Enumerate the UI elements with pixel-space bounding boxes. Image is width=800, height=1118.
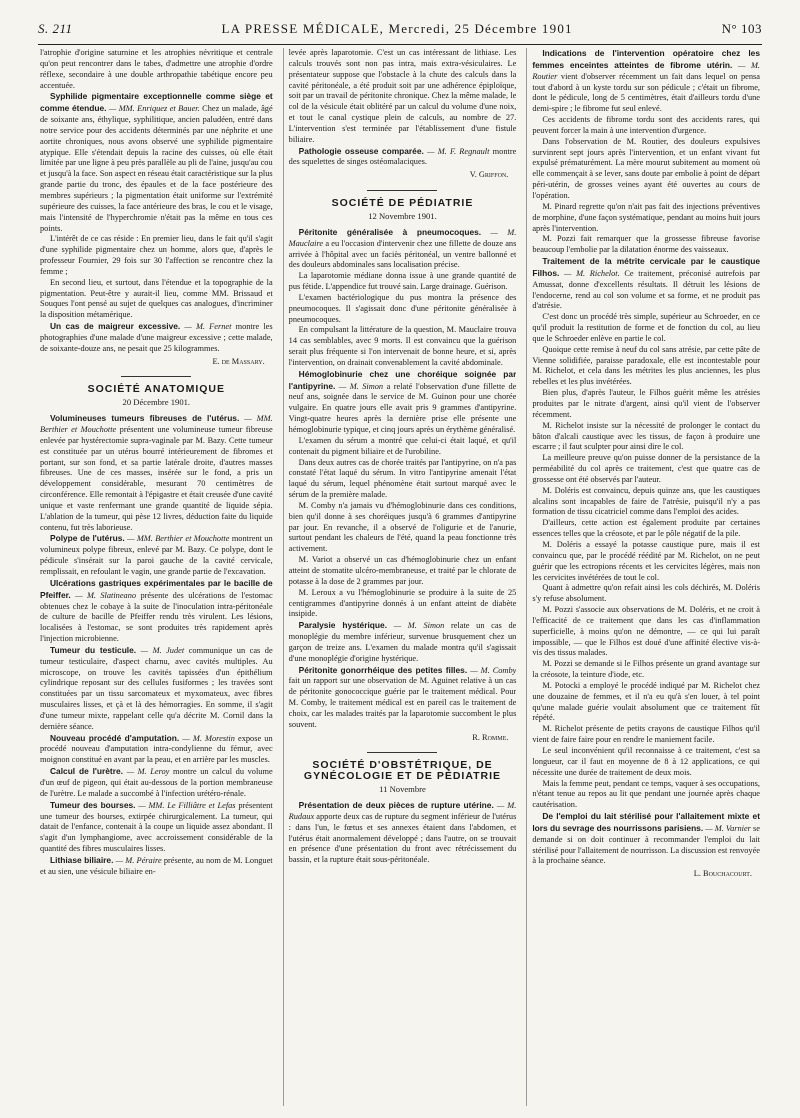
column-1 — [40, 48, 273, 1106]
paragraph: M. Pinard regrette qu'on n'ait pas fait des injections préventives de morphine, d'une façon systématique, pendant au moins huit jours après l'intervention. — [532, 201, 760, 233]
article-entry — [40, 766, 273, 800]
column-2 — [283, 48, 517, 1106]
article-text: a relaté l'observation d'une fillette de neuf ans, soignée dans le service de M. Guinon pour une chorée vulgaire. En quatre jours elle avait pris 9 grammes d'antipyrine. Vingt-quatre heures après la dernière prise elle présente une hémoglobinurie typique, et cinq jours après un érythème généralisé. — [288, 381, 517, 434]
article-text: montre les photographies d'une malade d'une maigreur excessive ; cette malade, de soixante-douze ans, ne pesait que 25 kilogrammes. — [40, 322, 273, 353]
section-divider — [367, 752, 437, 753]
article-text: a eu l'occasion d'intervenir chez une fillette de douze ans arrivée à l'hôpital avec un faciès péritonéal, un ventre ballonné et des douleurs abdominales sans localisation précise. — [288, 238, 517, 270]
article-text: relate un cas de monoplégie du membre inférieur, survenue brusquement chez un garçon de treize ans. L'examen du malade montra qu'il s'agissait d'une monoplégie d'origine hystérique. — [288, 621, 517, 663]
section-title: SOCIÉTÉ ANATOMIQUE — [87, 383, 226, 396]
journal-title: LA PRESSE MÉDICALE, Mercredi, 25 Décembre 1901 — [221, 21, 573, 36]
signature: V. Griffon. — [469, 170, 509, 180]
article-authors: — M. Slatineano — [75, 590, 137, 600]
article-entry — [532, 256, 760, 312]
page-header — [38, 14, 762, 45]
article-text: montre des squelettes de singes ostéomalaciques. — [288, 146, 517, 167]
article-authors: — M. Morestin — [182, 733, 235, 743]
article-title: Volumineuses tumeurs fibreuses de l'utérus. — [50, 413, 240, 424]
paragraph: Ces accidents de fibrome tordu sont des accidents rares, qui peuvent forcer la main à une intervention d'urgence. — [532, 115, 760, 135]
column-3 — [526, 48, 760, 1106]
paragraph: M. Richelot présente de petits crayons de caustique Filhos qu'il vient de faire faire pour en rendre le maniement facile. — [532, 724, 760, 745]
signature: L. Bouchacourt. — [693, 869, 752, 879]
article-text: Chez un malade, âgé de soixante ans, éthylique, syphilitique, ancien paludéen, entré dans notre service pour des accidents déterminés par une néphrite et une aortite chroniques, nous avons observé une syphilide pigmentaire atypique. Elle s'étendait depuis la racine des cuisses, où elle était limitée par une ligne à peu près parallèle au pli de l'aine, jusqu'au cou et jusqu'à la face. Son aspect en réseau était caractéristique sur la plus grande partie du tronc, des épaules et de la face postérieure des membres supérieurs ; la pigmentation était uniforme sur l'extrémité supérieure des cuisses, la face antérieure des bras, le cou et le visage, mais l'intensité de l'hyperchromie n'était pas la même en tous ces points. — [40, 104, 273, 233]
paragraph: l'atrophie d'origine saturnine et les atrophies névritique et centrale qu'on peut rencontrer dans le tabes, d'admettre une atrophie d'ordre réflexe, secondaire à une double arthropathie tabétique encore peu accentuée. — [40, 48, 273, 90]
article-text: montrent un volumineux polype fibreux, enlevé par M. Bazy. Ce polype, dont le pédicule s'insérait sur la paroi gauche de la cavité cervicale, remplissait, en refoulant le vagin, une grande partie de l'excavation. — [40, 534, 273, 576]
paragraph: Le seul inconvénient qu'il reconnaisse à ce traitement, c'est sa longueur, car il faut en moyenne de 8 à 12 applications, ce qui nécessite une durée de traitement de deux mois. — [532, 746, 760, 777]
paragraph: M. Pozzi fait remarquer que la grossesse fibreuse favorise beaucoup l'embolie par la dilatation énorme des vaisseaux. — [532, 234, 760, 255]
article-title: Traitement de la métrite cervicale par le caustique Filhos. — [532, 256, 760, 278]
article-title: De l'emploi du lait stérilisé pour l'allaitement mixte et lors du sevrage des nourrissons parisiens. — [532, 811, 760, 833]
article-authors: — M. Rudaux — [288, 801, 517, 821]
article-title: Indications de l'intervention opératoire chez les femmes enceintes atteintes de fibrome utérin. — [532, 48, 760, 70]
article-entry — [40, 645, 273, 733]
article-text: se demande si on doit continuer à recommander l'emploi du lait stérilisé pour l'allaitement de nourrisson. La discussion est renvoyée à la prochaine séance. — [532, 823, 760, 866]
section-title: SOCIÉTÉ D'OBSTÉTRIQUE, DE GYNÉCOLOGIE ET DE PÉDIATRIE — [303, 759, 502, 783]
paragraph: Bien plus, d'après l'auteur, le Filhos guérit même les atrésies produites par le nitrate d'argent, ainsi qu'il vient de l'observer récemment. — [532, 388, 760, 419]
article-title: Pathologie osseuse comparée. — [298, 145, 424, 156]
article-entry — [40, 91, 273, 234]
article-title: Nouveau procédé d'amputation. — [50, 732, 180, 743]
article-text: présentent une tumeur des bourses, extirpée chirurgicalement. La tumeur, qui datait de l'enfance, contenait à la coupe un liquide assez abondant. Il s'agit d'un lymphangiome, avec accroissement considérable de la quantité des fibres musculaires lisses. — [40, 800, 273, 854]
paragraph: En second lieu, et surtout, dans l'étendue et la topographie de la pigmentation. Peut-être y aurait-il lieu, comme MM. Brissaud et Souques l'ont pensé au sujet de quelques cas analogues, d'incriminer la disposition métamérique. — [40, 277, 273, 320]
article-entry — [289, 620, 517, 664]
article-entry — [40, 733, 273, 767]
article-entry — [40, 413, 273, 533]
article-authors: — M. Varnier — [705, 823, 751, 833]
page-number: S. 211 — [38, 21, 73, 36]
article-authors: — M. F. Regnault — [427, 146, 490, 156]
article-authors: — M. Richelot. — [564, 268, 620, 278]
paragraph: M. Leroux a vu l'hémoglobinurie se produire à la suite de 25 centigrammes d'antipyrine donnés à un enfant atteint de diabète insipide. — [288, 587, 517, 619]
section-divider — [367, 190, 437, 191]
article-text: montre un calcul du volume d'un œuf de pigeon, qui était au-dessous de la portion membraneuse de l'urètre. Le malade a succombé à l'infection urétéro-rénale. — [40, 767, 273, 798]
article-text: Ce traitement, préconisé autrefois par Amussat, donne d'excellents résultats. Il détruit les lésions de l'endocerne, rend au col son volume et sa forme, et ne produit pas d'atrésie. — [532, 268, 760, 311]
article-title: Présentation de deux pièces de rupture utérine. — [298, 800, 494, 810]
paragraph: L'examen bactériologique du pus montra la présence des pneumocoques. Il s'agissait donc d'une péritonite généralisée à pneumocoques. — [288, 292, 517, 324]
paragraph: Quoique cette remise à neuf du col sans atrésie, par cette pâte de Vienne solidifiée, paraisse paradoxale, elle est incontestable pour M. Richelot, et cela dans les métrites les plus anciennes, les plus rebelles et les plus invétérées. — [532, 344, 760, 387]
paragraph: Dans deux autres cas de chorée traités par l'antipyrine, on n'a pas constaté l'état laqué du sérum. In vitro l'antipyrine amenait l'état laqué du sérum, lequel phénomène était surtout marqué avec le sérum de la première malade. — [288, 457, 517, 500]
section-divider — [121, 376, 191, 377]
article-authors: — M. Comby — [470, 665, 517, 675]
article-title: Péritonite gonorrhéique des petites filles. — [298, 664, 468, 675]
article-entry — [40, 321, 273, 355]
paragraph: M. Pozzi s'associe aux observations de M. Doléris, et ne croit à l'efficacité de ce traitement que dans les cas d'inflammation superficielle, à moins qu'on ne démontre, — ce qui lui paraît impossible, — que le Filhos est doué d'une affinité élective vis-à-vis des tissus malades. — [532, 605, 760, 658]
article-title: Tumeur du testicule. — [50, 644, 137, 655]
article-entry — [532, 48, 760, 115]
article-title: Lithiase biliaire. — [50, 854, 114, 865]
article-authors: — MM. Le Filliâtre et Lefas — [138, 800, 236, 810]
article-text: expose un procédé nouveau d'amputation intra-condylienne du fémur, avec moignon constitué en avant par la peau, et en arrière par les muscles. — [40, 733, 273, 765]
article-title: Péritonite généralisée à pneumocoques. — [298, 226, 482, 237]
article-title: Polype de l'utérus. — [50, 533, 125, 544]
article-entry — [289, 369, 517, 436]
paragraph: M. Comby n'a jamais vu d'hémoglobinurie dans ces conditions, bien qu'il donne à ses choréiques jusqu'à 6 grammes d'antipyrine par jour. En revanche, il a observé de l'oligurie et de l'anurie, surtout pendant les chaleurs de l'été, quand la peau fonctionne très activement. — [288, 500, 517, 554]
article-authors: — M. Fernet — [184, 322, 232, 332]
article-authors: — M. Judet — [140, 645, 185, 655]
article-authors: — M. Simon — [393, 621, 445, 631]
paragraph: La laparotomie médiane donna issue à une grande quantité de pus fétide. L'appendice fut trouvé sain. Large drainage. Guérison. — [288, 271, 517, 292]
article-entry — [40, 800, 273, 855]
signature: E. de Massary. — [212, 356, 265, 366]
article-entry — [532, 811, 760, 867]
paragraph: M. Richelot insiste sur la nécessité de prolonger le contact du bâton d'alcali caustique avec les tissus, de façon à produire une escarre ; il faut sculpter pour ainsi dire le col. — [532, 420, 760, 452]
article-title: Tumeur des bourses. — [50, 799, 136, 810]
article-entry — [40, 855, 273, 878]
article-title: Un cas de maigreur excessive. — [50, 321, 181, 332]
article-text: fait un rapport sur une observation de M. Aguinet relative à un cas de péritonite gonococcique guérie par le traitement médical. Pour M. Comby, le traitement médical est en pareil cas le traitement de choix, car les malades traités par la laparotomie succombent le plus souvent. — [288, 676, 517, 729]
article-text: présente des ulcérations de l'estomac obtenues chez le cobaye à la suite de l'inoculation intra-péritonéale de culture de bacille de Pfeiffer rendu très virulent. Les lésions, localisées à l'estomac, se sont produites très rapidement après l'injection microbienne. — [40, 590, 273, 644]
paragraph: La meilleure preuve qu'on puisse donner de la persistance de la perméabilité du col après ce traitement, c'est que quatre cas de grossesse ont été observés par l'auteur. — [532, 453, 760, 484]
article-entry — [289, 800, 517, 866]
section-date: 12 Novembre 1901. — [368, 210, 437, 221]
section-title: SOCIÉTÉ DE PÉDIATRIE — [331, 197, 474, 210]
paragraph: En compulsant la littérature de la question, M. Mauclaire trouva 14 cas semblables, avec 9 morts. Il est convaincu que la guérison serait plus fréquente si l'on intervenait de bonne heure, et si, après l'intervention, on drainait convenablement la cavité abdominale. — [288, 325, 517, 367]
article-authors: — MM. Enriquez et Bauer. — [108, 104, 200, 114]
article-entry — [40, 533, 273, 577]
paragraph: levée après laparotomie. C'est un cas intéressant de lithiase. Les calculs trouvés sont non pas intra, mais extra-vésiculaires. Le présentateur suppose que l'obstacle à la chute des calculs dans la cavité péritonéale, a été produit soit par une adhérence épiploïque, soit par un travail de péritonite chronique. Chez la même malade, le col de la vésicule était oblitéré par un calcul du volume d'une noix, et tout le canal cystique plein de calculs, au nombre de 27. L'intervention s'est terminée par l'établissement d'une fistule biliaire. — [288, 48, 517, 144]
article-title: Paralysie hystérique. — [298, 620, 388, 631]
paragraph: L'intérêt de ce cas réside : En premier lieu, dans le fait qu'il s'agit d'une syphilide pigmentaire chez un homme, alors que, d'après le professeur Fournier, 29 fois sur 30 l'affection se rencontre chez la femme ; — [40, 234, 273, 276]
article-title: Ulcérations gastriques expérimentales par le bacille de Pfeiffer. — [40, 577, 273, 600]
paragraph: M. Pozzi se demande si le Filhos présente un grand avantage sur la créosote, la teinture d'iode, etc. — [532, 659, 760, 680]
paragraph: M. Doléris a essayé la potasse caustique pure, mais il est convaincu que, par le procédé réédité par M. Richelot, on ne peut guérir que les ectropions récents et les cervicites légères, mais non les cervicites invétérées de tout le col. — [532, 539, 760, 582]
article-entry — [289, 146, 517, 169]
paragraph: Quant à admettre qu'on refait ainsi les cols déchirés, M. Doléris s'y refuse absolument. — [532, 583, 760, 604]
article-authors: — M. Simon — [338, 381, 384, 391]
paragraph: D'ailleurs, cette action est également produite par certaines essences telles que la créosote, et par le pôle négatif de la pile. — [532, 518, 760, 539]
article-authors: — MM. Berthier et Mouchotte — [40, 414, 273, 434]
signature: R. Romme. — [472, 732, 509, 742]
article-authors: — MM. Berthier et Mouchotte — [127, 534, 230, 544]
article-text: apporte deux cas de rupture du segment inférieur de l'utérus : dans l'un, le fœtus et ses annexes étaient dans l'abdomen, et l'utérus était anormalement développé ; dans l'autre, on se trouvait en présence d'une présentation du front avec rétrécissement du bassin, et la rupture était sous-péritonéale. — [288, 811, 517, 865]
section-date: 20 Décembre 1901. — [122, 397, 191, 408]
article-title: Calcul de l'urètre. — [50, 766, 123, 777]
article-authors: — M. Péraire — [115, 855, 162, 865]
article-title: Syphilide pigmentaire exceptionnelle comme siège et comme étendue. — [40, 91, 273, 114]
article-authors: — M. Mauclaire — [288, 227, 517, 248]
article-entry — [289, 665, 517, 731]
section-date: 11 Novembre — [379, 784, 426, 795]
article-authors: — M. Leroy — [126, 767, 170, 777]
article-text: communique un cas de tumeur testiculaire, d'aspect charnu, avec cavités multiples. Au microscope, on trouve les cavités tapissées d'un épithélium cylindrique reposant sur des cellules fusiformes ; les travées sont constituées par un tissu sarcomateux et myxomateux, avec fibres musculaires lisses, et çà et là des hémorragies. En somme, il s'agit d'une tumeur mixte, rappelant celle qu'a décrite M. Cornil dans la dernière séance. — [40, 645, 273, 731]
article-text: présente, au nom de M. Longuet et au sien, une vésicule biliaire en- — [40, 855, 273, 876]
article-entry — [40, 578, 273, 645]
paragraph: M. Potocki a employé le procédé indiqué par M. Richelot chez une douzaine de femmes, et il n'a eu qu'à s'en louer, à tel point qu'une malade guérie voulait absolument que ce traitement fût répété. — [532, 680, 760, 723]
paragraph: C'est donc un procédé très simple, supérieur au Schroeder, en ce qu'il produit la restitution de forme et de fonction du col, au lieu que le Schroeder enlève en partie le col. — [532, 312, 760, 343]
article-columns — [40, 48, 760, 1106]
paragraph: M. Variot a observé un cas d'hémoglobinurie chez un enfant atteint de stomatite ulcéro-membraneuse, et traité par le chlorate de potasse à la dose de 2 grammes par jour. — [288, 555, 517, 586]
paragraph: M. Doléris est convaincu, depuis quinze ans, que les caustiques alcalins sont incapables de faire de l'atrésie, puisqu'il n'y a pas formation de tissu cicatriciel comme dans l'emploi des acides. — [532, 485, 760, 517]
article-authors: — M. Routier — [532, 60, 760, 81]
article-text: vient d'observer récemment un fait dans lequel on pensa tout d'abord à un kyste tordu sur son pédicule ; c'était un fibrome, dont le pédicule, long de 5 centimètres, était d'ailleurs tordu d'une demi-spire ; le fibrome fut seul enlevé. — [532, 71, 760, 114]
paragraph: Mais la femme peut, pendant ce temps, vaquer à ses occupations, n'étant tenue au repos au lit que pendant une journée après chaque cautérisation. — [532, 778, 760, 810]
issue-number: N° 103 — [721, 21, 762, 36]
paragraph: Dans l'observation de M. Routier, des douleurs expulsives survinrent sept jours après l'intervention, et un enfant vivant fut expulsé prématurément. La mère mourut subitement au moment où elle commençait à se lever, sans doute par embolie à point de départ péri-utérin, de grosses veines ayant été ouvertes au cours de l'opération. — [532, 136, 760, 200]
article-entry — [289, 227, 517, 271]
article-text: présentent une volumineuse tumeur fibreuse enlevée par hystérectomie supra-vaginale par M. Bazy. Cette tumeur est constituée par un utérus bourré intérieurement de fibromes et portant, sur son fond, et sa partie latérale droite, d'autres masses fibreuses. Une de ces masses, insérée sur le fond, a pris un développement considérable, mesurant 70 centimètres de circonférence. Elle remontait à l'épigastre et était creusée d'une cavité unique et vaste renfermant une grande quantité de liquide sépia. L'ablation de la tumeur, qui pèse 12 livres, déduction faite du liquide contenu, fut très laborieuse. — [40, 425, 273, 532]
article-title: Hémoglobinurie chez une choréique soignée par l'antipyrine. — [288, 368, 517, 391]
paragraph: L'examen du sérum a montré que celui-ci était laqué, et qu'il contenait du pigment biliaire et de l'urobiline. — [288, 435, 517, 456]
